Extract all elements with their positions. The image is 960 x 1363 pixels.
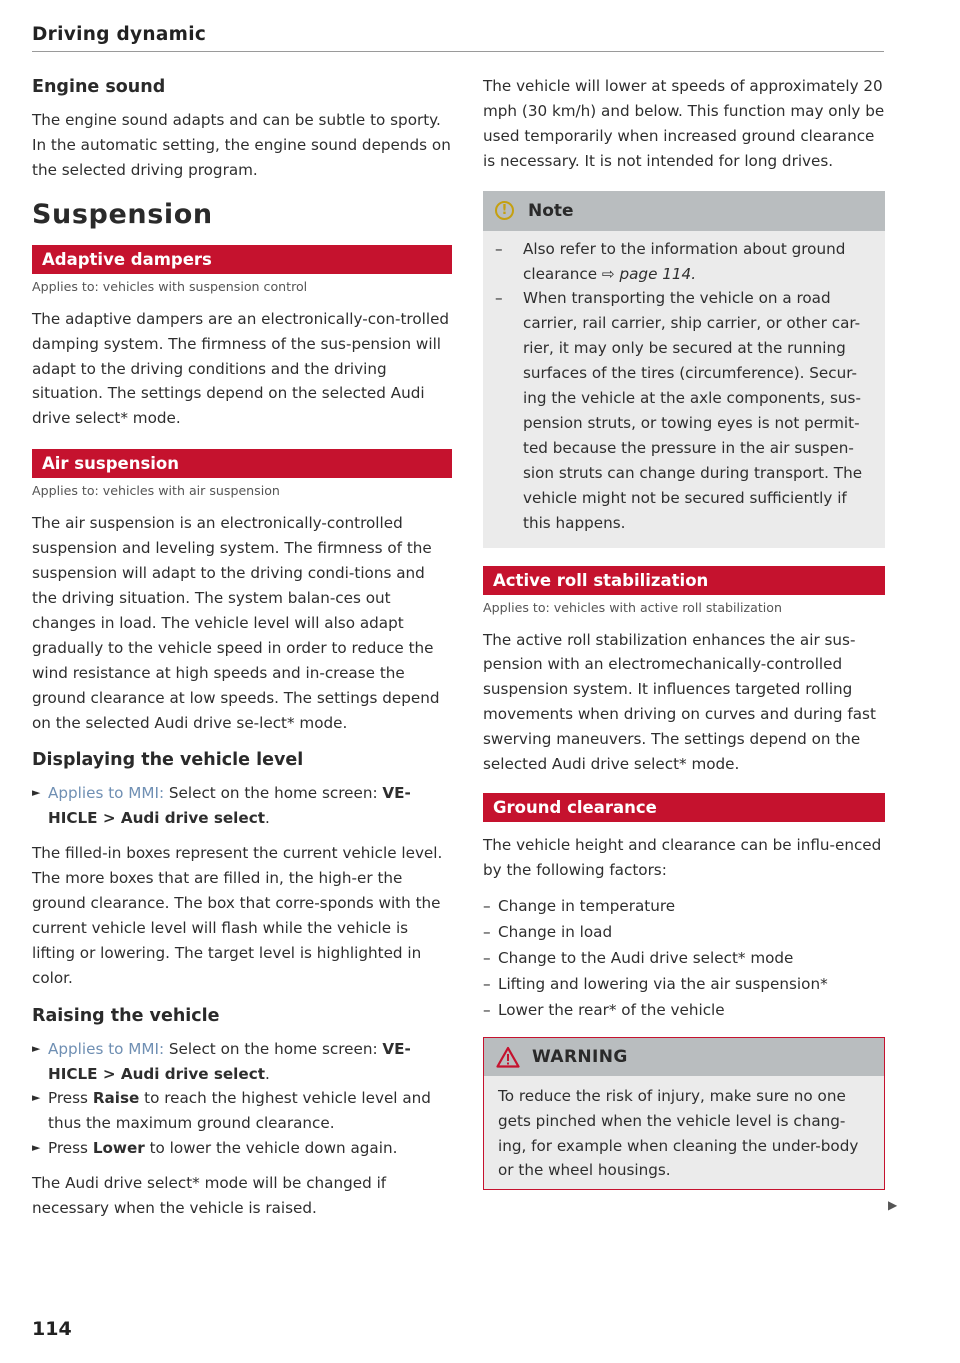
ground-clearance-text: The vehicle height and clearance can be influ-enced by the following factors:: [483, 835, 882, 879]
page-reference-link[interactable]: ⇨ page 114.: [601, 264, 697, 283]
warning-text: To reduce the risk of injury, make sure no one gets pinched when the vehicle level is chang-ing, for example when cleaning the under-body or the wheel housings.: [498, 1086, 859, 1180]
raising-step-3: [32, 1136, 452, 1161]
list-item: – Lifting and lowering via the air suspension*: [483, 974, 828, 993]
displaying-level-heading: Displaying the vehicle level: [32, 750, 304, 771]
clearance-factors-list: [483, 893, 885, 1023]
step-text: to reach the highest vehicle level and thus the maximum ground clearance.: [48, 1089, 431, 1133]
engine-sound-text: The engine sound adapts and can be subtle to sporty. In the automatic setting, the engine sound depends on the selected driving program.: [32, 111, 451, 179]
warning-triangle-icon: [496, 1046, 520, 1068]
warning-label: WARNING: [532, 1046, 628, 1067]
warning-header: [484, 1038, 884, 1076]
raising-step-2: [32, 1086, 452, 1136]
adaptive-dampers-heading: Adaptive dampers: [32, 245, 452, 274]
page-header: [32, 24, 884, 52]
warning-box: [483, 1037, 885, 1191]
ground-clearance-heading: Ground clearance: [483, 793, 885, 822]
suspension-heading: Suspension: [32, 198, 213, 230]
mmi-applies-label: Applies to MMI:: [48, 784, 165, 803]
air-suspension-heading: Air suspension: [32, 449, 452, 478]
raise-button-label: Raise: [92, 1089, 140, 1108]
displaying-level-text: The filled-in boxes represent the current vehicle level. The more boxes that are filled in, the high-er the ground clearance. The box that corre-sponds with the current vehicle level will flash while the vehicle is lifting or lowering. The target level is highlighted in color.: [32, 844, 443, 987]
raising-vehicle-heading: Raising the vehicle: [32, 1005, 220, 1026]
raising-vehicle-text: The Audi drive select* mode will be changed if necessary when the vehicle is raised.: [32, 1174, 387, 1218]
page-number: 114: [32, 1318, 72, 1340]
list-item: – Change in load: [483, 922, 613, 941]
header-divider: [32, 51, 884, 52]
note-item-1: – Also refer to the information about ground clearance ⇨ page 114.: [495, 239, 846, 283]
active-roll-text: The active roll stabilization enhances the air sus-pension with an electromechanically-controlled suspension system. It influences targeted rolling movements when driving on curves and during fast swerving maneuvers. The settings depend on the selected Audi drive select* mode.: [483, 630, 876, 774]
note-header: [483, 191, 885, 231]
triangle-bullet-icon: ►: [32, 1041, 41, 1055]
right-column: [483, 74, 885, 1190]
note-body: [483, 231, 885, 548]
step-menu-path: VE-HICLE > Audi drive select: [48, 1039, 411, 1083]
step-text: Press: [48, 1139, 88, 1158]
active-roll-applies: Applies to: vehicles with active roll stabilization: [483, 599, 782, 615]
note-item-text: Also refer to the information about ground clearance: [523, 239, 846, 283]
lower-button-label: Lower: [92, 1139, 145, 1158]
triangle-bullet-icon: ►: [32, 1141, 41, 1155]
triangle-bullet-icon: ►: [32, 1091, 41, 1105]
continued-arrow-icon: ▶: [888, 1198, 898, 1212]
left-column: [32, 74, 452, 1221]
note-label: Note: [528, 200, 574, 221]
engine-sound-heading: Engine sound: [32, 77, 166, 97]
air-suspension-applies: Applies to: vehicles with air suspension: [32, 483, 280, 499]
lowering-intro-text: The vehicle will lower at speeds of approximately 20 mph (30 km/h) and below. This function may only be used temporarily when increased ground clearance is necessary. It is not intended for long drives.: [483, 77, 885, 170]
raising-step-1: ► Applies to MMI: Select on the home screen: VE-HICLE > Audi drive select.: [32, 1037, 452, 1087]
active-roll-heading: Active roll stabilization: [483, 566, 885, 595]
warning-body: [484, 1076, 884, 1190]
exclamation-circle-icon: !: [495, 201, 514, 220]
list-item: – Change in temperature: [483, 896, 676, 915]
section-title: Driving dynamic: [32, 24, 207, 45]
displaying-level-step: ► Applies to MMI: Select on the home screen: VE-HICLE > Audi drive select.: [32, 781, 452, 831]
adaptive-dampers-applies: Applies to: vehicles with suspension control: [32, 278, 308, 294]
step-text: Press: [48, 1089, 88, 1108]
adaptive-dampers-text: The adaptive dampers are an electronically-con-trolled damping system. The firmness of the sus-pension will adapt to the driving conditions and the driving situation. The settings depend on the selected Audi drive select* mode.: [32, 309, 450, 428]
step-menu-path: VE-HICLE > Audi drive select: [48, 784, 411, 828]
step-text: Select on the home screen:: [168, 1039, 378, 1058]
note-box: [483, 191, 885, 548]
list-item: – Change to the Audi drive select* mode: [483, 948, 794, 967]
step-text: Select on the home screen:: [168, 784, 378, 803]
air-suspension-text: The air suspension is an electronically-controlled suspension and leveling system. The firmness of the suspension will adapt to the driving condi-tions and the driving situation. The system balan-ces out changes in load. The vehicle level will also adapt gradually to the vehicle speed in order to reduce the wind resistance at high speeds and in-crease the ground clearance at low speeds. The settings depend on the selected Audi drive se-lect* mode.: [32, 514, 440, 732]
note-item-text: When transporting the vehicle on a road carrier, rail carrier, ship carrier, or other car-rier, it may only be secured at the running surfaces of the tires (circumference). Secur-ing the vehicle at the axle components, sus-pension struts, or towing eyes is not permit-ted because the pressure in the air suspen-sion struts can change during transport. The vehicle might not be secured sufficiently if this happens.: [523, 289, 863, 532]
list-item: – Lower the rear* of the vehicle: [483, 1000, 725, 1019]
mmi-applies-label: Applies to MMI:: [48, 1039, 165, 1058]
note-item-2: – When transporting the vehicle on a road carrier, rail carrier, ship carrier, or other car-rier, it may only be secured at the running surfaces of the tires (circumference). Secur-ing the vehicle at the axle components, sus-pension struts, or towing eyes is not permit-ted because the pressure in the air suspen-sion struts can change during transport. The vehicle might not be secured sufficiently if this happens.: [495, 289, 863, 532]
triangle-bullet-icon: ►: [32, 786, 41, 800]
step-text: to lower the vehicle down again.: [149, 1139, 398, 1158]
